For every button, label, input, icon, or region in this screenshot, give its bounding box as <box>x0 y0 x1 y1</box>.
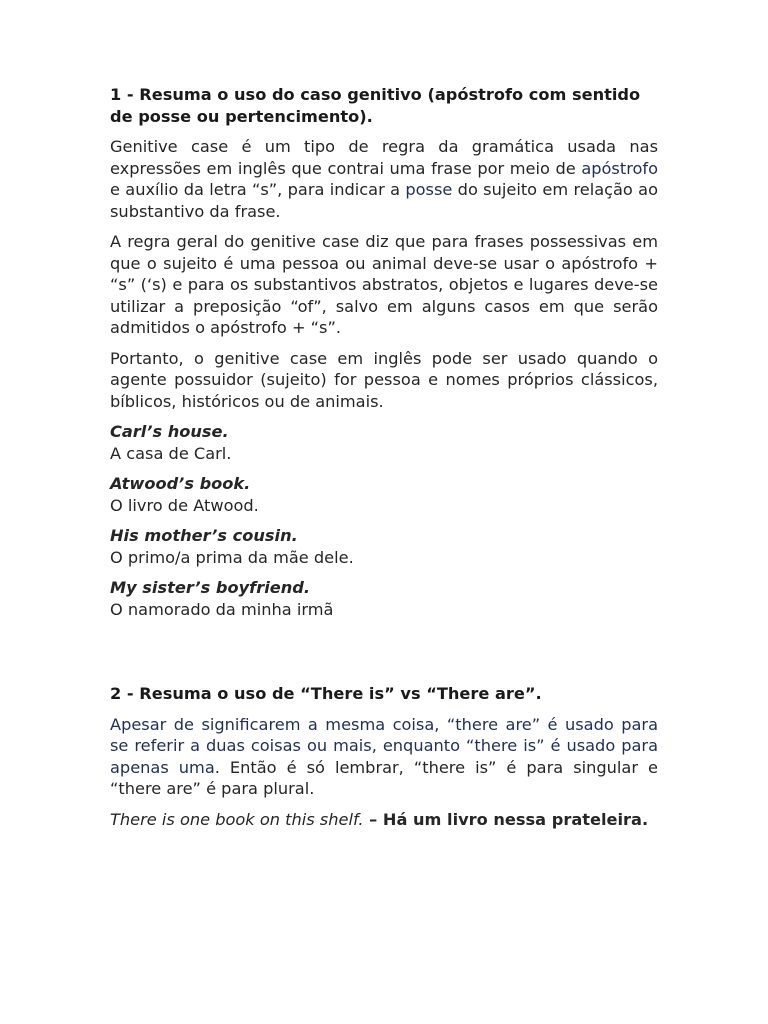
section1-paragraph-1 <box>110 136 658 222</box>
section2-example <box>110 809 658 831</box>
section1-paragraph-3: Portanto, o genitive case em inglês pode ser usado quando o agente possuidor (sujeito) for pessoa e nomes próprios clássicos, bíblicos, históricos ou de animais. <box>110 348 658 411</box>
p1-text-2: e auxílio da letra “s”, para indicar a <box>110 180 406 199</box>
section2 <box>110 683 658 830</box>
p1-text-1: Genitive case é um tipo de regra da gramática usada nas expressões em inglês que contrai uma frase por meio de <box>110 137 658 178</box>
section2-paragraph-1 <box>110 714 658 800</box>
section2-p1-highlight: Apesar de significarem a mesma coisa, “there are” é usado para se referir a duas coisas ou mais, enquanto “there is” é usado para apenas uma <box>110 714 658 777</box>
example-3-portuguese: O primo/a prima da mãe dele. <box>110 547 354 567</box>
section1-paragraph-2: A regra geral do genitive case diz que para frases possessivas em que o sujeito é uma pessoa ou animal deve-se usar o apóstrofo + “s” (‘s) e para os substantivos abstratos, objetos e lugares deve-se utilizar a preposição “of”, salvo em alguns casos em que serão admitidos o apóstrofo + “s”. <box>110 232 658 337</box>
section2-example-english: There is one book on this shelf. <box>110 809 364 829</box>
section2-p1-rest: . Então é só lembrar, “there is” é para singular e “there are” é para plural. <box>110 757 658 798</box>
document-page <box>110 84 658 830</box>
example-3 <box>110 525 658 568</box>
example-1-english: Carl’s house. <box>110 422 229 441</box>
p1-text-3: do sujeito em relação ao substantivo da frase. <box>110 180 658 221</box>
example-1 <box>110 421 658 464</box>
section2-example-separator: – <box>363 809 383 829</box>
example-4 <box>110 577 658 620</box>
section2-example-portuguese: Há um livro nessa prateleira. <box>382 809 649 829</box>
example-2-english: Atwood’s book. <box>110 474 251 493</box>
example-2-portuguese: O livro de Atwood. <box>110 495 259 515</box>
section1-heading: 1 - Resuma o uso do caso genitivo (apóstrofo com sentido de posse ou pertencimento). <box>110 85 641 126</box>
example-1-portuguese: A casa de Carl. <box>110 443 232 463</box>
example-4-portuguese: O namorado da minha irmã <box>110 599 334 619</box>
example-3-english: His mother’s cousin. <box>110 526 298 545</box>
example-4-english: My sister’s boyfriend. <box>110 578 310 597</box>
term-posse: posse <box>405 180 453 199</box>
term-apostrofo: apóstrofo <box>581 158 658 178</box>
example-2 <box>110 473 658 516</box>
section2-heading: 2 - Resuma o uso de “There is” vs “There are”. <box>110 684 542 703</box>
